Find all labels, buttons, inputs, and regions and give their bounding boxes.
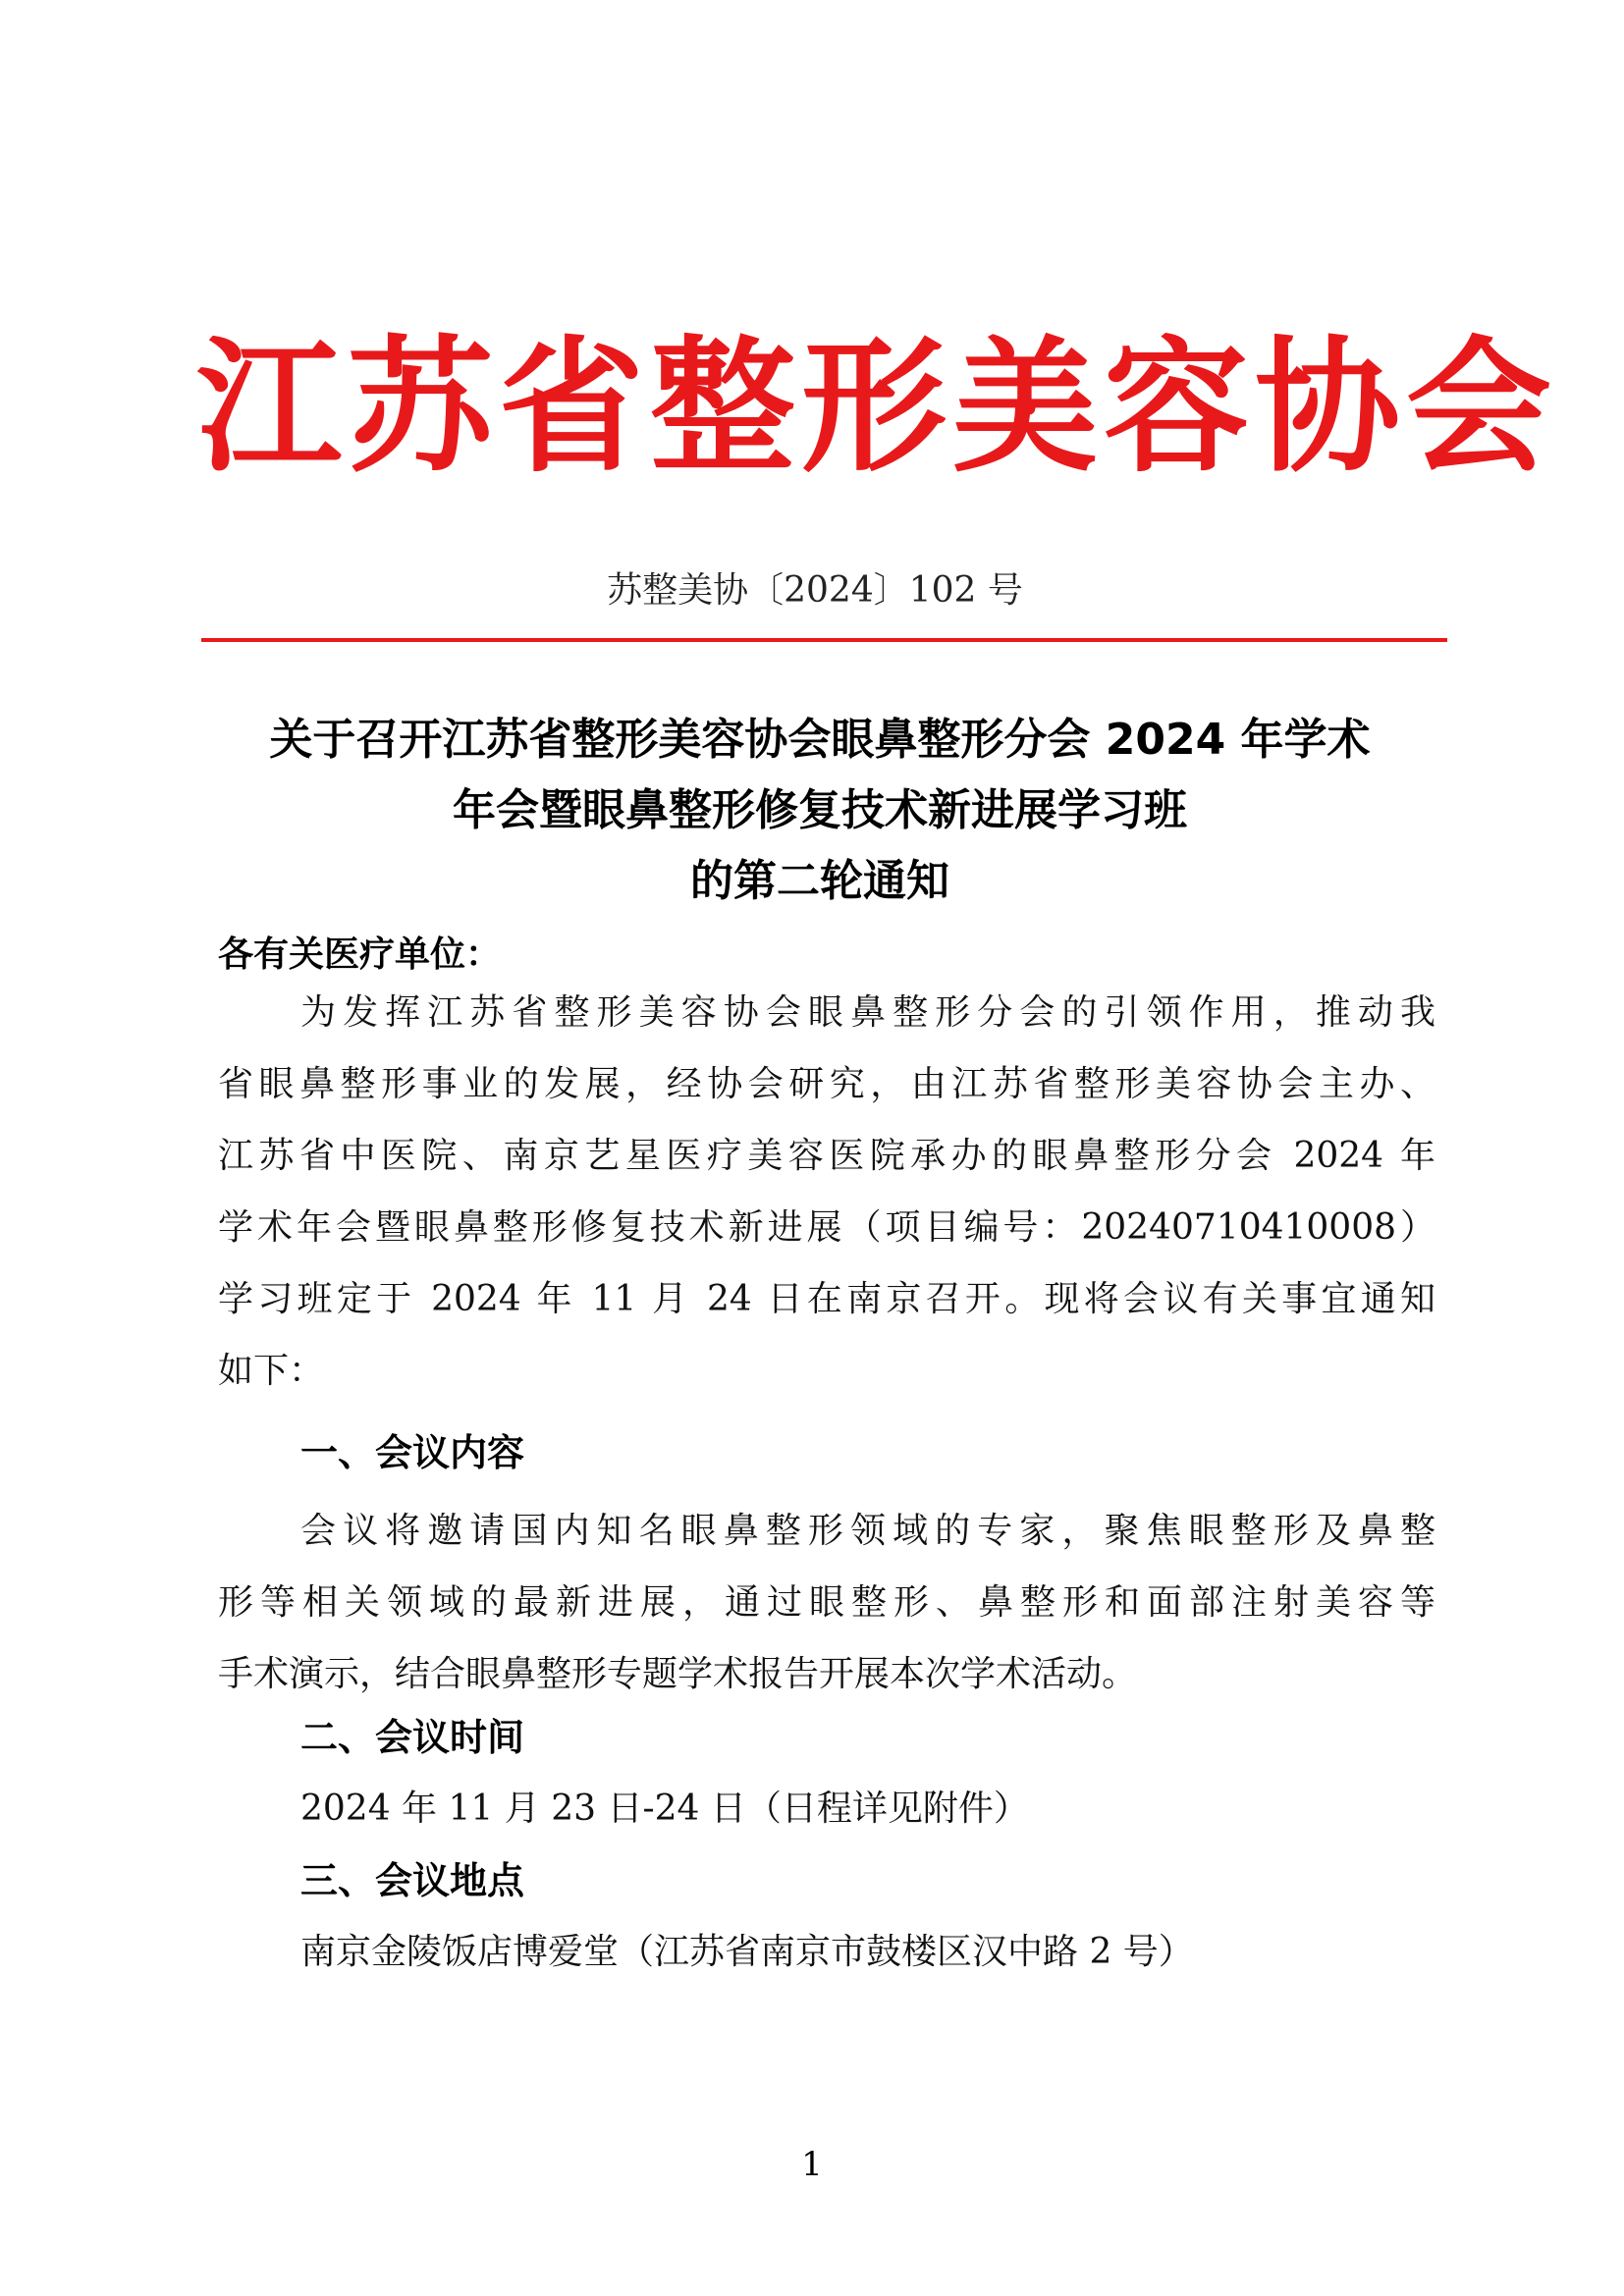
paragraph-line: 手术演示，结合眼鼻整形专题学术报告开展本次学术活动。 (218, 1654, 1138, 1694)
section-content-paragraph (218, 1495, 1435, 1710)
section-heading-venue: 三、会议地点 (300, 1859, 525, 1902)
document-number: 苏整美协〔2024〕102 号 (607, 570, 1023, 611)
paragraph-line: 学习班定于 2024 年 11 月 24 日在南京召开。现将会议有关事宜通知 (218, 1279, 1435, 1319)
title-line: 年会暨眼鼻整形修复技术新进展学习班 (453, 785, 1187, 835)
intro-paragraph (218, 977, 1435, 1407)
paragraph-line: 江苏省中医院、南京艺星医疗美容医院承办的眼鼻整形分会 2024 年 (218, 1136, 1435, 1176)
addressee: 各有关医疗单位： (218, 934, 502, 975)
meeting-time: 2024 年 11 月 23 日-24 日（日程详见附件） (300, 1789, 1029, 1829)
paragraph-line: 会议将邀请国内知名眼鼻整形领域的专家，聚焦眼整形及鼻整 (300, 1511, 1435, 1551)
letterhead-divider (201, 638, 1447, 642)
notice-title (196, 705, 1443, 917)
letterhead-org-name: 江苏省整形美容协会 (196, 323, 1557, 492)
section-heading-content: 一、会议内容 (300, 1431, 525, 1474)
page-number: 1 (801, 2145, 823, 2184)
paragraph-line: 形等相关领域的最新进展，通过眼整形、鼻整形和面部注射美容等 (218, 1582, 1435, 1623)
meeting-venue: 南京金陵饭店博爱堂（江苏省南京市鼓楼区汉中路 2 号） (300, 1932, 1194, 1972)
paragraph-line: 学术年会暨眼鼻整形修复技术新进展（项目编号：20240710410008） (218, 1207, 1435, 1248)
paragraph-line: 如下： (218, 1351, 325, 1391)
section-heading-time: 二、会议时间 (300, 1716, 525, 1759)
paragraph-line: 为发挥江苏省整形美容协会眼鼻整形分会的引领作用，推动我 (300, 992, 1435, 1033)
paragraph-line: 省眼鼻整形事业的发展，经协会研究，由江苏省整形美容协会主办、 (218, 1064, 1435, 1104)
title-line: 关于召开江苏省整形美容协会眼鼻整形分会 2024 年学术 (269, 715, 1371, 765)
title-line: 的第二轮通知 (690, 856, 949, 906)
